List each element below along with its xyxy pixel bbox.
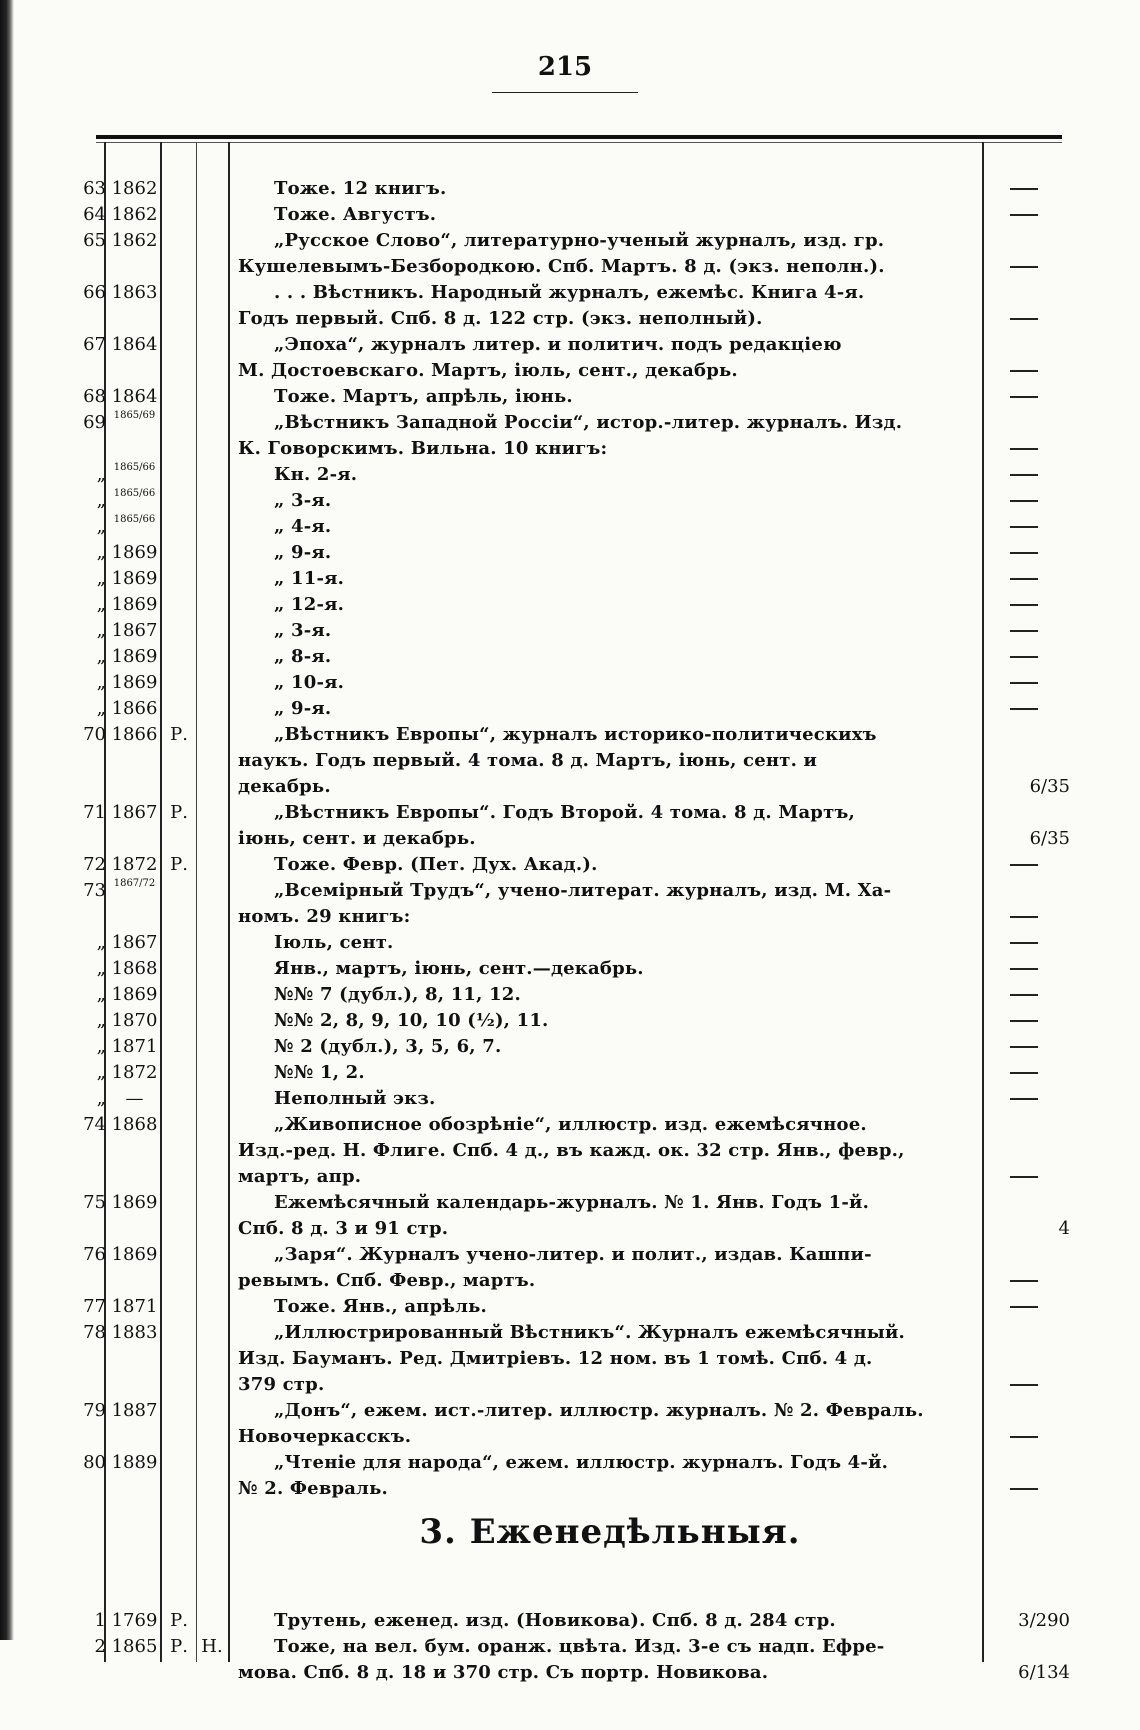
entry-number: 75 (83, 1192, 106, 1213)
entry-number: 64 (83, 204, 106, 225)
price-dash (1010, 1072, 1038, 1074)
table-row (0, 202, 1140, 227)
table-row (0, 1634, 1140, 1659)
table-row (0, 1450, 1140, 1475)
entry-price: 6/35 (1029, 776, 1070, 797)
price-dash (1010, 266, 1038, 268)
table-row (0, 1268, 1140, 1293)
entry-text: іюнь, сент. и декабрь. (238, 828, 476, 849)
entry-text: Изд.-ред. Н. Флиге. Спб. 4 д., въ кажд. ок. 32 стр. Янв., февр., (238, 1140, 905, 1161)
entry-number: 1 (94, 1610, 106, 1631)
price-dash (1010, 1176, 1038, 1178)
entry-mark-p: Р. (170, 1610, 188, 1631)
price-dash (1010, 994, 1038, 996)
entry-text: . . . Вѣстникъ. Народный журналъ, ежемѣс. Книга 4-я. (274, 282, 865, 303)
entry-text: „ 12-я. (274, 594, 345, 615)
entry-number: 63 (83, 178, 106, 199)
table-row (0, 1008, 1140, 1033)
entry-text: Янв., мартъ, іюнь, сент.—декабрь. (274, 958, 644, 979)
entry-number: „ (96, 594, 106, 615)
entry-text: номъ. 29 книгъ: (238, 906, 411, 927)
entry-text: „Вѣстникъ Европы“, журналъ историко-политическихъ (274, 724, 877, 745)
entry-text: „ 9-я. (274, 542, 332, 563)
entry-year: 1869 (111, 1244, 158, 1265)
page-number: 215 (537, 52, 593, 82)
entry-text: „Заря“. Журналъ учено-литер. и полит., издав. Кашпи- (274, 1244, 872, 1265)
entry-year: 1866 (111, 724, 158, 745)
table-row (0, 826, 1140, 851)
table-row (0, 1138, 1140, 1163)
price-dash (1010, 1384, 1038, 1386)
entry-price: 6/35 (1029, 828, 1070, 849)
table-row (0, 410, 1140, 435)
entry-year: 1889 (111, 1452, 158, 1473)
section-title: 3. Еженедѣльныя. (419, 1512, 801, 1552)
entry-year: 1868 (111, 958, 158, 979)
entry-text: 379 стр. (238, 1374, 325, 1395)
table-row (0, 904, 1140, 929)
price-dash (1010, 526, 1038, 528)
entry-text: № 2 (дубл.), 3, 5, 6, 7. (274, 1036, 502, 1057)
entry-number: 80 (83, 1452, 106, 1473)
price-dash (1010, 578, 1038, 580)
table-row (0, 722, 1140, 747)
price-dash (1010, 656, 1038, 658)
entry-text: „Чтеніе для народа“, ежем. иллюстр. журналъ. Годъ 4-й. (274, 1452, 889, 1473)
entry-text: „Живописное обозрѣніе“, иллюстр. изд. ежемѣсячное. (274, 1114, 867, 1135)
table-row (0, 1346, 1140, 1371)
table-row (0, 176, 1140, 201)
table-row (0, 280, 1140, 305)
entry-text: „Всемірный Трудъ“, учено-литерат. журналъ, изд. М. Ха- (274, 880, 892, 901)
entry-year: 1868 (111, 1114, 158, 1135)
table-row (0, 696, 1140, 721)
price-dash (1010, 682, 1038, 684)
entry-number: „ (96, 984, 106, 1005)
entry-year: 1883 (111, 1322, 158, 1343)
entry-year: — (125, 1088, 144, 1109)
price-dash (1010, 500, 1038, 502)
table-row (0, 1242, 1140, 1267)
entry-text: Тоже. Августъ. (274, 204, 437, 225)
entry-text: мартъ, апр. (238, 1166, 362, 1187)
entry-number: 67 (83, 334, 106, 355)
entry-text: Тоже. Февр. (Пет. Дух. Акад.). (274, 854, 598, 875)
entry-text: Тоже, на вел. бум. оранж. цвѣта. Изд. 3-е съ надп. Ефре- (274, 1636, 885, 1657)
table-row (0, 1216, 1140, 1241)
entry-year: 1865/66 (113, 462, 156, 473)
price-dash (1010, 1098, 1038, 1100)
entry-number: 2 (94, 1636, 106, 1657)
entry-text: Іюль, сент. (274, 932, 394, 953)
entry-text: Ежемѣсячный календарь-журналъ. № 1. Янв. Годъ 1-й. (274, 1192, 870, 1213)
table-row (0, 1372, 1140, 1397)
table-row (0, 514, 1140, 539)
table-row (0, 306, 1140, 331)
entry-text: „ 11-я. (274, 568, 345, 589)
entry-year: 1869 (111, 672, 158, 693)
table-row (0, 1476, 1140, 1501)
entry-number: „ (96, 620, 106, 641)
table-row (0, 332, 1140, 357)
price-dash (1010, 1046, 1038, 1048)
entry-text: М. Достоевскаго. Мартъ, іюль, сент., декабрь. (238, 360, 738, 381)
entry-year: 1869 (111, 1192, 158, 1213)
price-dash (1010, 474, 1038, 476)
entry-number: 65 (83, 230, 106, 251)
entry-year: 1872 (111, 854, 158, 875)
entry-text: Кн. 2-я. (274, 464, 358, 485)
entry-number: 68 (83, 386, 106, 407)
entry-number: 72 (83, 854, 106, 875)
table-row (0, 540, 1140, 565)
table-row (0, 1424, 1140, 1449)
table-row (0, 254, 1140, 279)
entry-text: Неполный экз. (274, 1088, 436, 1109)
price-dash (1010, 318, 1038, 320)
entry-text: Кушелевымъ-Безбородкою. Спб. Мартъ. 8 д. (экз. неполн.). (238, 256, 885, 277)
table-row (0, 436, 1140, 461)
entry-text: „Русское Слово“, литературно-ученый журналъ, изд. гр. (274, 230, 885, 251)
entry-text: Спб. 8 д. 3 и 91 стр. (238, 1218, 449, 1239)
entry-year: 1865/66 (113, 514, 156, 525)
entry-text: Годъ первый. Спб. 8 д. 122 стр. (экз. неполный). (238, 308, 763, 329)
price-dash (1010, 552, 1038, 554)
entry-text: „Эпоха“, журналъ литер. и политич. подъ редакціею (274, 334, 842, 355)
table-row (0, 1086, 1140, 1111)
entry-number: 79 (83, 1400, 106, 1421)
entry-text: № 2. Февраль. (238, 1478, 388, 1499)
price-dash (1010, 1020, 1038, 1022)
entry-mark-p: Р. (170, 854, 188, 875)
entry-number: 76 (83, 1244, 106, 1265)
entry-number: 74 (83, 1114, 106, 1135)
entry-year: 1887 (111, 1400, 158, 1421)
entry-number: „ (96, 1062, 106, 1083)
table-row (0, 1112, 1140, 1137)
entry-year: 1869 (111, 542, 158, 563)
entry-text: „ 3-я. (274, 490, 332, 511)
entry-number: „ (96, 646, 106, 667)
entry-text: „ 9-я. (274, 698, 332, 719)
entry-text: „ 10-я. (274, 672, 345, 693)
entry-number: „ (96, 1088, 106, 1109)
entry-text: №№ 7 (дубл.), 8, 11, 12. (274, 984, 521, 1005)
entry-year: 1871 (111, 1036, 158, 1057)
entry-text: мова. Спб. 8 д. 18 и 370 стр. Съ портр. Новикова. (238, 1662, 769, 1683)
table-row (0, 384, 1140, 409)
price-dash (1010, 708, 1038, 710)
entry-text: „Донъ“, ежем. ист.-литер. иллюстр. журналъ. № 2. Февраль. (274, 1400, 924, 1421)
entry-price: 6/134 (1018, 1662, 1070, 1683)
entry-text: Трутень, еженед. изд. (Новикова). Спб. 8 д. 284 стр. (274, 1610, 836, 1631)
entry-year: 1864 (111, 334, 158, 355)
entry-text: №№ 2, 8, 9, 10, 10 (½), 11. (274, 1010, 549, 1031)
entry-year: 1871 (111, 1296, 158, 1317)
entry-text: Изд. Бауманъ. Ред. Дмитріевъ. 12 ном. въ 1 томѣ. Спб. 4 д. (238, 1348, 873, 1369)
entry-number: „ (96, 568, 106, 589)
table-row (0, 670, 1140, 695)
entry-number: 66 (83, 282, 106, 303)
table-row (0, 930, 1140, 955)
price-dash (1010, 370, 1038, 372)
table-row (0, 1164, 1140, 1189)
price-dash (1010, 1306, 1038, 1308)
entry-year: 1867 (111, 620, 158, 641)
table-row (0, 592, 1140, 617)
table-row (0, 228, 1140, 253)
price-dash (1010, 1436, 1038, 1438)
entry-year: 1862 (111, 204, 158, 225)
table-row (0, 1608, 1140, 1633)
entry-number: 70 (83, 724, 106, 745)
entry-mark-p: Р. (170, 802, 188, 823)
entry-mark-n: Н. (201, 1636, 223, 1657)
price-dash (1010, 916, 1038, 918)
table-row (0, 358, 1140, 383)
entry-number: 73 (83, 880, 106, 901)
page-number-rule (492, 92, 638, 93)
entry-text: „Иллюстрированный Вѣстникъ“. Журналъ ежемѣсячный. (274, 1322, 905, 1343)
entry-number: „ (96, 672, 106, 693)
entry-price: 4 (1058, 1218, 1070, 1239)
entry-year: 1869 (111, 594, 158, 615)
entry-number: „ (96, 490, 106, 511)
entry-text: Новочеркасскъ. (238, 1426, 412, 1447)
price-dash (1010, 630, 1038, 632)
table-row (0, 1660, 1140, 1685)
table-row (0, 774, 1140, 799)
entry-text: „ 3-я. (274, 620, 332, 641)
entry-text: №№ 1, 2. (274, 1062, 365, 1083)
entry-year: 1866 (111, 698, 158, 719)
entry-text: „ 8-я. (274, 646, 332, 667)
table-row (0, 644, 1140, 669)
table-row (0, 800, 1140, 825)
entry-number: „ (96, 1010, 106, 1031)
entry-text: декабрь. (238, 776, 331, 797)
entry-text: „Вѣстникъ Западной Россіи“, истор.-литер. журналъ. Изд. (274, 412, 903, 433)
entry-year: 1864 (111, 386, 158, 407)
entry-year: 1867/72 (113, 878, 156, 889)
table-row (0, 462, 1140, 487)
price-dash (1010, 396, 1038, 398)
entry-year: 1862 (111, 178, 158, 199)
entry-year: 1867 (111, 802, 158, 823)
table-row (0, 566, 1140, 591)
entry-year: 1869 (111, 568, 158, 589)
entry-text: наукъ. Годъ первый. 4 тома. 8 д. Мартъ, іюнь, сент. и (238, 750, 818, 771)
price-dash (1010, 1280, 1038, 1282)
entry-number: „ (96, 958, 106, 979)
price-dash (1010, 448, 1038, 450)
table-row (0, 1034, 1140, 1059)
table-row (0, 618, 1140, 643)
table-row (0, 982, 1140, 1007)
price-dash (1010, 864, 1038, 866)
price-dash (1010, 968, 1038, 970)
table-row (0, 1060, 1140, 1085)
entry-year: 1865 (111, 1636, 158, 1657)
entry-year: 1870 (111, 1010, 158, 1031)
entry-number: „ (96, 1036, 106, 1057)
table-row (0, 852, 1140, 877)
entry-mark-p: Р. (170, 724, 188, 745)
entry-number: 78 (83, 1322, 106, 1343)
entry-price: 3/290 (1018, 1610, 1070, 1631)
entry-year: 1863 (111, 282, 158, 303)
price-dash (1010, 1488, 1038, 1490)
entry-year: 1872 (111, 1062, 158, 1083)
entry-number: „ (96, 542, 106, 563)
entry-number: 71 (83, 802, 106, 823)
table-row (0, 1398, 1140, 1423)
entry-number: „ (96, 698, 106, 719)
entry-text: К. Говорскимъ. Вильна. 10 книгъ: (238, 438, 608, 459)
entry-text: ревымъ. Спб. Февр., мартъ. (238, 1270, 536, 1291)
entry-number: 69 (83, 412, 106, 433)
table-row (0, 748, 1140, 773)
entry-year: 1869 (111, 984, 158, 1005)
entry-year: 1869 (111, 646, 158, 667)
table-row (0, 878, 1140, 903)
price-dash (1010, 188, 1038, 190)
entry-year: 1867 (111, 932, 158, 953)
table-header-rule-thin (96, 142, 1062, 143)
table-row (0, 1294, 1140, 1319)
table-header-rule (96, 135, 1062, 139)
entry-number: „ (96, 516, 106, 537)
entry-number: „ (96, 932, 106, 953)
entry-text: „ 4-я. (274, 516, 332, 537)
entry-text: Тоже. Мартъ, апрѣль, іюнь. (274, 386, 573, 407)
table-row (0, 1320, 1140, 1345)
price-dash (1010, 214, 1038, 216)
entry-text: Тоже. 12 книгъ. (274, 178, 447, 199)
price-dash (1010, 604, 1038, 606)
entry-text: Тоже. Янв., апрѣль. (274, 1296, 487, 1317)
entry-number: „ (96, 464, 106, 485)
table-row (0, 1190, 1140, 1215)
entry-year: 1865/66 (113, 488, 156, 499)
entry-mark-p: Р. (170, 1636, 188, 1657)
table-row (0, 956, 1140, 981)
entry-year: 1769 (111, 1610, 158, 1631)
price-dash (1010, 942, 1038, 944)
entry-text: „Вѣстникъ Европы“. Годъ Второй. 4 тома. 8 д. Мартъ, (274, 802, 855, 823)
table-row (0, 488, 1140, 513)
entry-year: 1862 (111, 230, 158, 251)
entry-year: 1865/69 (113, 410, 156, 421)
entry-number: 77 (83, 1296, 106, 1317)
